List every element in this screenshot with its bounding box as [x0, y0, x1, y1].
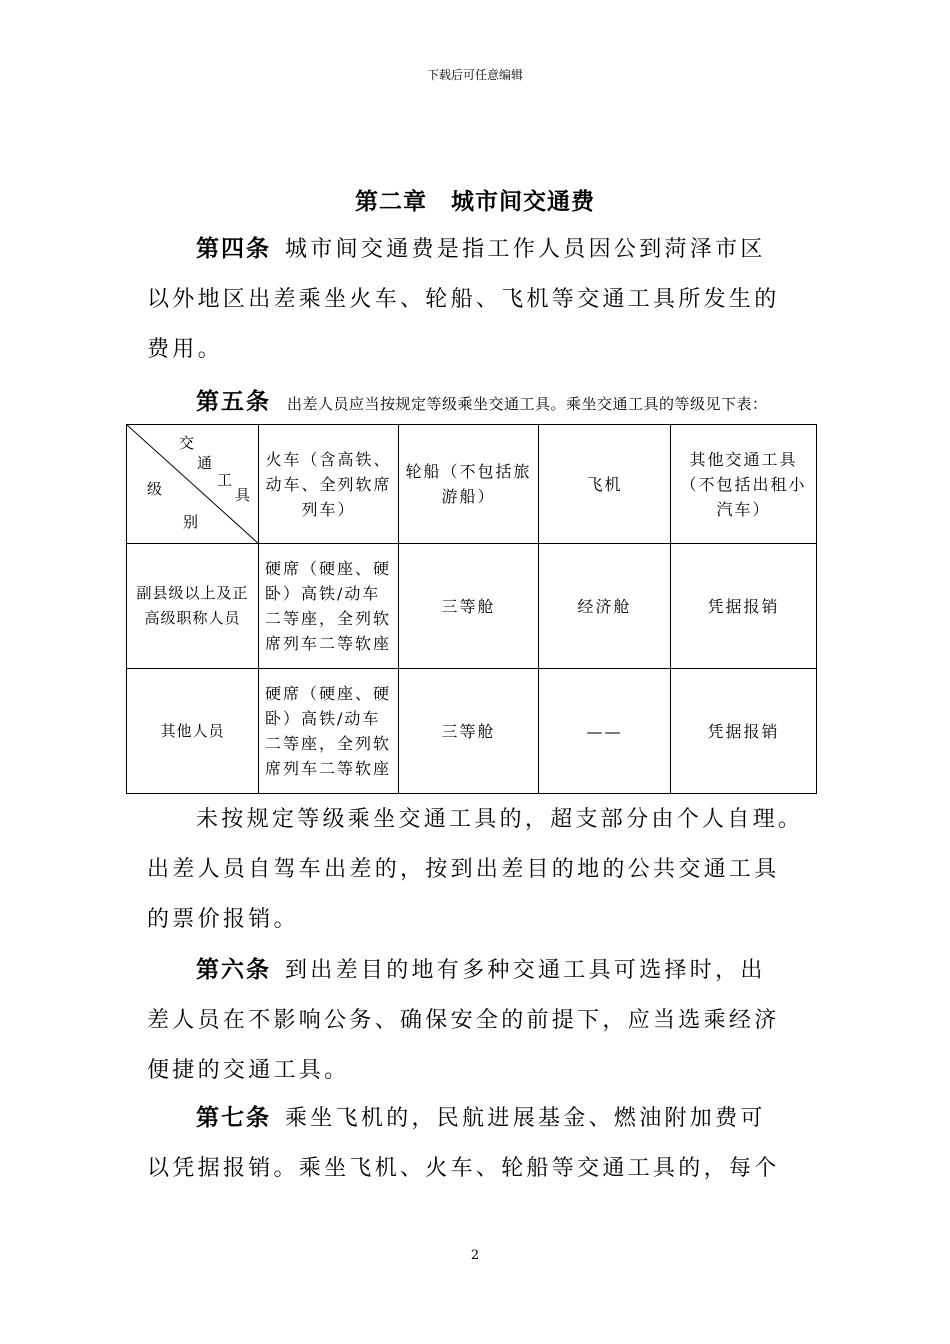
page-number: 2: [470, 1248, 480, 1263]
table-row: [127, 669, 817, 794]
row-train: 硬席（硬座、硬卧）高铁/动车二等座，全列软席列车二等软座: [259, 544, 399, 669]
row-ship: 三等舱: [399, 669, 539, 794]
note-paragraph: [147, 795, 807, 945]
header-train: 火车（含高铁、动车、全列软席列车）: [259, 425, 399, 544]
article-4-line1: 城市间交通费是指工作人员因公到菏泽市区: [285, 237, 766, 262]
table-corner-cell: [127, 425, 259, 544]
row-plane: 经济舱: [539, 544, 671, 669]
row-ship: 三等舱: [399, 544, 539, 669]
article-7: [147, 1093, 807, 1194]
note-line2: 出差人员自驾车出差的，按到出差目的地的公共交通工具: [147, 857, 780, 882]
row-other: 凭据报销: [671, 669, 817, 794]
header-other: 其他交通工具（不包括出租小汽车）: [671, 425, 817, 544]
article-7-line1: 乘坐飞机的，民航进展基金、燃油附加费可: [285, 1106, 766, 1131]
article-6-label: 第六条: [196, 956, 271, 983]
chapter-title: 第二章 城市间交通费: [355, 188, 595, 215]
article-6-line3: 便捷的交通工具。: [147, 1058, 350, 1083]
corner-label-5: 级: [147, 480, 163, 498]
article-7-line2: 以凭据报销。乘坐飞机、火车、轮船等交通工具的，每个: [147, 1156, 780, 1181]
article-6-line1: 到出差目的地有多种交通工具可选择时，出: [285, 958, 766, 983]
table-header-row: [127, 425, 817, 544]
note-line3: 的票价报销。: [147, 907, 299, 932]
header-plane: 飞机: [539, 425, 671, 544]
article-4-label: 第四条: [196, 235, 271, 262]
row-level: 其他人员: [127, 669, 259, 794]
article-6: [147, 945, 807, 1096]
corner-label-3: 工: [217, 471, 233, 489]
page-header: 下载后可任意编辑: [426, 68, 523, 82]
article-5-text: 出差人员应当按规定等级乘坐交通工具。乘坐交通工具的等级见下表：: [287, 395, 768, 413]
note-line1: 未按规定等级乘坐交通工具的，超支部分由个人自理。: [196, 807, 804, 832]
row-plane: ——: [539, 669, 671, 794]
article-7-label: 第七条: [196, 1104, 271, 1131]
article-5: [196, 383, 836, 416]
article-6-line2: 差人员在不影响公务、确保安全的前提下，应当选乘经济: [147, 1008, 780, 1033]
header-ship: 轮船（不包括旅游船）: [399, 425, 539, 544]
corner-label-2: 通: [197, 454, 213, 472]
transport-grade-table: [126, 424, 817, 794]
article-4-line3: 费用。: [147, 337, 223, 362]
corner-label-6: 别: [183, 513, 199, 531]
row-other: 凭据报销: [671, 544, 817, 669]
corner-label-4: 具: [235, 486, 251, 504]
table-row: [127, 544, 817, 669]
corner-label-1: 交: [179, 434, 195, 452]
article-5-label: 第五条: [196, 388, 271, 415]
article-4-line2: 以外地区出差乘坐火车、轮船、飞机等交通工具所发生的: [147, 287, 780, 312]
row-level: 副县级以上及正高级职称人员: [127, 544, 259, 669]
row-train: 硬席（硬座、硬卧）高铁/动车二等座，全列软席列车二等软座: [259, 669, 399, 794]
article-4: [147, 224, 807, 375]
